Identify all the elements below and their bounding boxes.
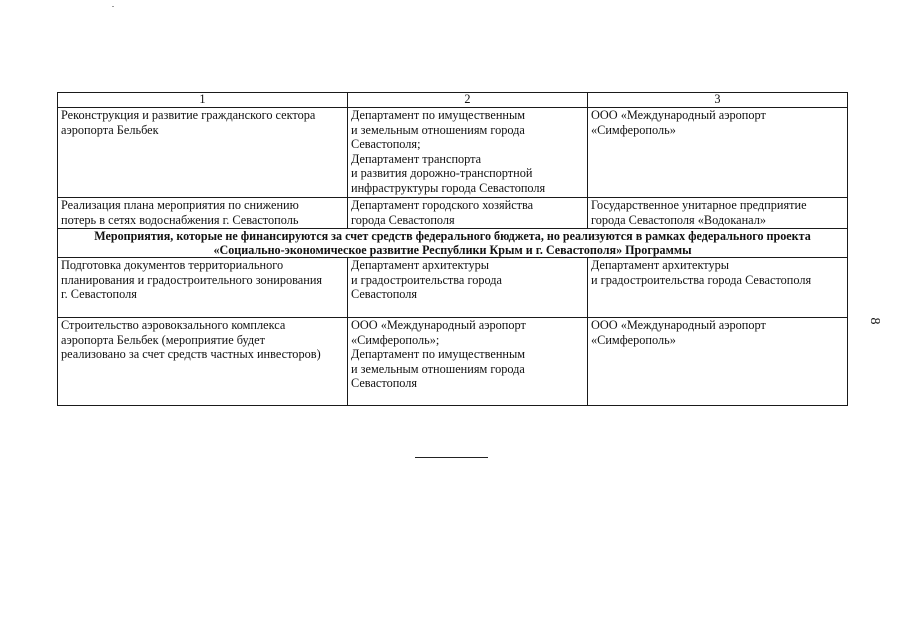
table-row (58, 318, 848, 406)
page-number: 8 (867, 317, 882, 325)
cell-text-line: ООО «Международный аэропорт (591, 318, 766, 332)
responsible-cell (348, 198, 588, 229)
cell-text-line: и земельным отношениям города (351, 361, 525, 376)
cell-text-line: аэропорта Бельбек (61, 122, 159, 137)
cell-text-line: Подготовка документов территориального (61, 258, 284, 272)
responsible-cell (348, 258, 588, 318)
cell-text-line: ООО «Международный аэропорт (591, 108, 766, 122)
cell-text-line: «Симферополь» (591, 122, 676, 137)
measure-cell (58, 258, 348, 318)
responsible-cell (348, 108, 588, 198)
measure-cell (58, 108, 348, 198)
cell-text-line: Государственное унитарное предприятие (591, 198, 807, 212)
cell-text-line: и развития дорожно-транспортной (351, 166, 533, 181)
measure-cell (58, 198, 348, 229)
cell-text-line: Департамент архитектуры (591, 258, 730, 272)
table-header-row (58, 93, 848, 108)
column-number-1: 1 (58, 93, 348, 108)
cell-text-line: города Севастополя (351, 212, 455, 227)
cell-text-line: ООО «Международный аэропорт (351, 318, 526, 332)
cell-text-line: Севастополя; (351, 137, 421, 152)
cell-text-line: Севастополя (351, 376, 418, 391)
cell-text-line: реализовано за счет средств частных инвесторов) (61, 347, 321, 362)
cell-text-line: Департамент транспорта (351, 151, 482, 166)
measures-table (57, 92, 848, 406)
cell-text-line: и градостроительства города Севастополя (591, 272, 812, 287)
cell-text-line: Департамент по имущественным (351, 347, 526, 362)
cell-text-line: потерь в сетях водоснабжения г. Севастополь (61, 212, 299, 227)
cell-text-line: Департамент по имущественным (351, 108, 526, 122)
cell-text-line: «Симферополь»; (351, 332, 440, 347)
cell-text-line: планирования и градостроительного зонирования (61, 272, 323, 287)
column-number-2: 2 (348, 93, 588, 108)
measure-cell (58, 318, 348, 406)
section-heading (58, 229, 848, 258)
cell-text-line: Строительство аэровокзального комплекса (61, 318, 286, 332)
table-row (58, 108, 848, 198)
executor-cell (588, 108, 848, 198)
cell-text-line: Департамент городского хозяйства (351, 198, 534, 212)
section-heading-row (58, 229, 848, 258)
executor-cell (588, 198, 848, 229)
cell-text-line: Севастополя (351, 287, 418, 302)
cell-text-line: Департамент архитектуры (351, 258, 490, 272)
cell-text-line: г. Севастополя (61, 287, 137, 302)
column-number-3: 3 (588, 93, 848, 108)
cell-text-line: инфраструктуры города Севастополя (351, 180, 546, 195)
cell-text-line: Реконструкция и развитие гражданского сектора (61, 108, 316, 122)
executor-cell (588, 318, 848, 406)
section-heading-line: Мероприятия, которые не финансируются за счет средств федерального бюджета, но реализуются в рамках федерального проекта (94, 229, 811, 243)
cell-text-line: и градостроительства города (351, 272, 503, 287)
responsible-cell (348, 318, 588, 406)
table-row (58, 258, 848, 318)
cell-text-line: аэропорта Бельбек (мероприятие будет (61, 332, 266, 347)
cell-text-line: и земельным отношениям города (351, 122, 525, 137)
section-heading-line: «Социально-экономическое развитие Республики Крым и г. Севастополя» Программы (213, 243, 692, 257)
cell-text-line: «Симферополь» (591, 332, 676, 347)
cell-text-line: города Севастополя «Водоканал» (591, 212, 767, 227)
cell-text-line: Реализация плана мероприятия по снижению (61, 198, 299, 212)
executor-cell (588, 258, 848, 318)
end-of-document-line (415, 457, 488, 458)
table-row (58, 198, 848, 229)
scan-speck (112, 6, 114, 7)
